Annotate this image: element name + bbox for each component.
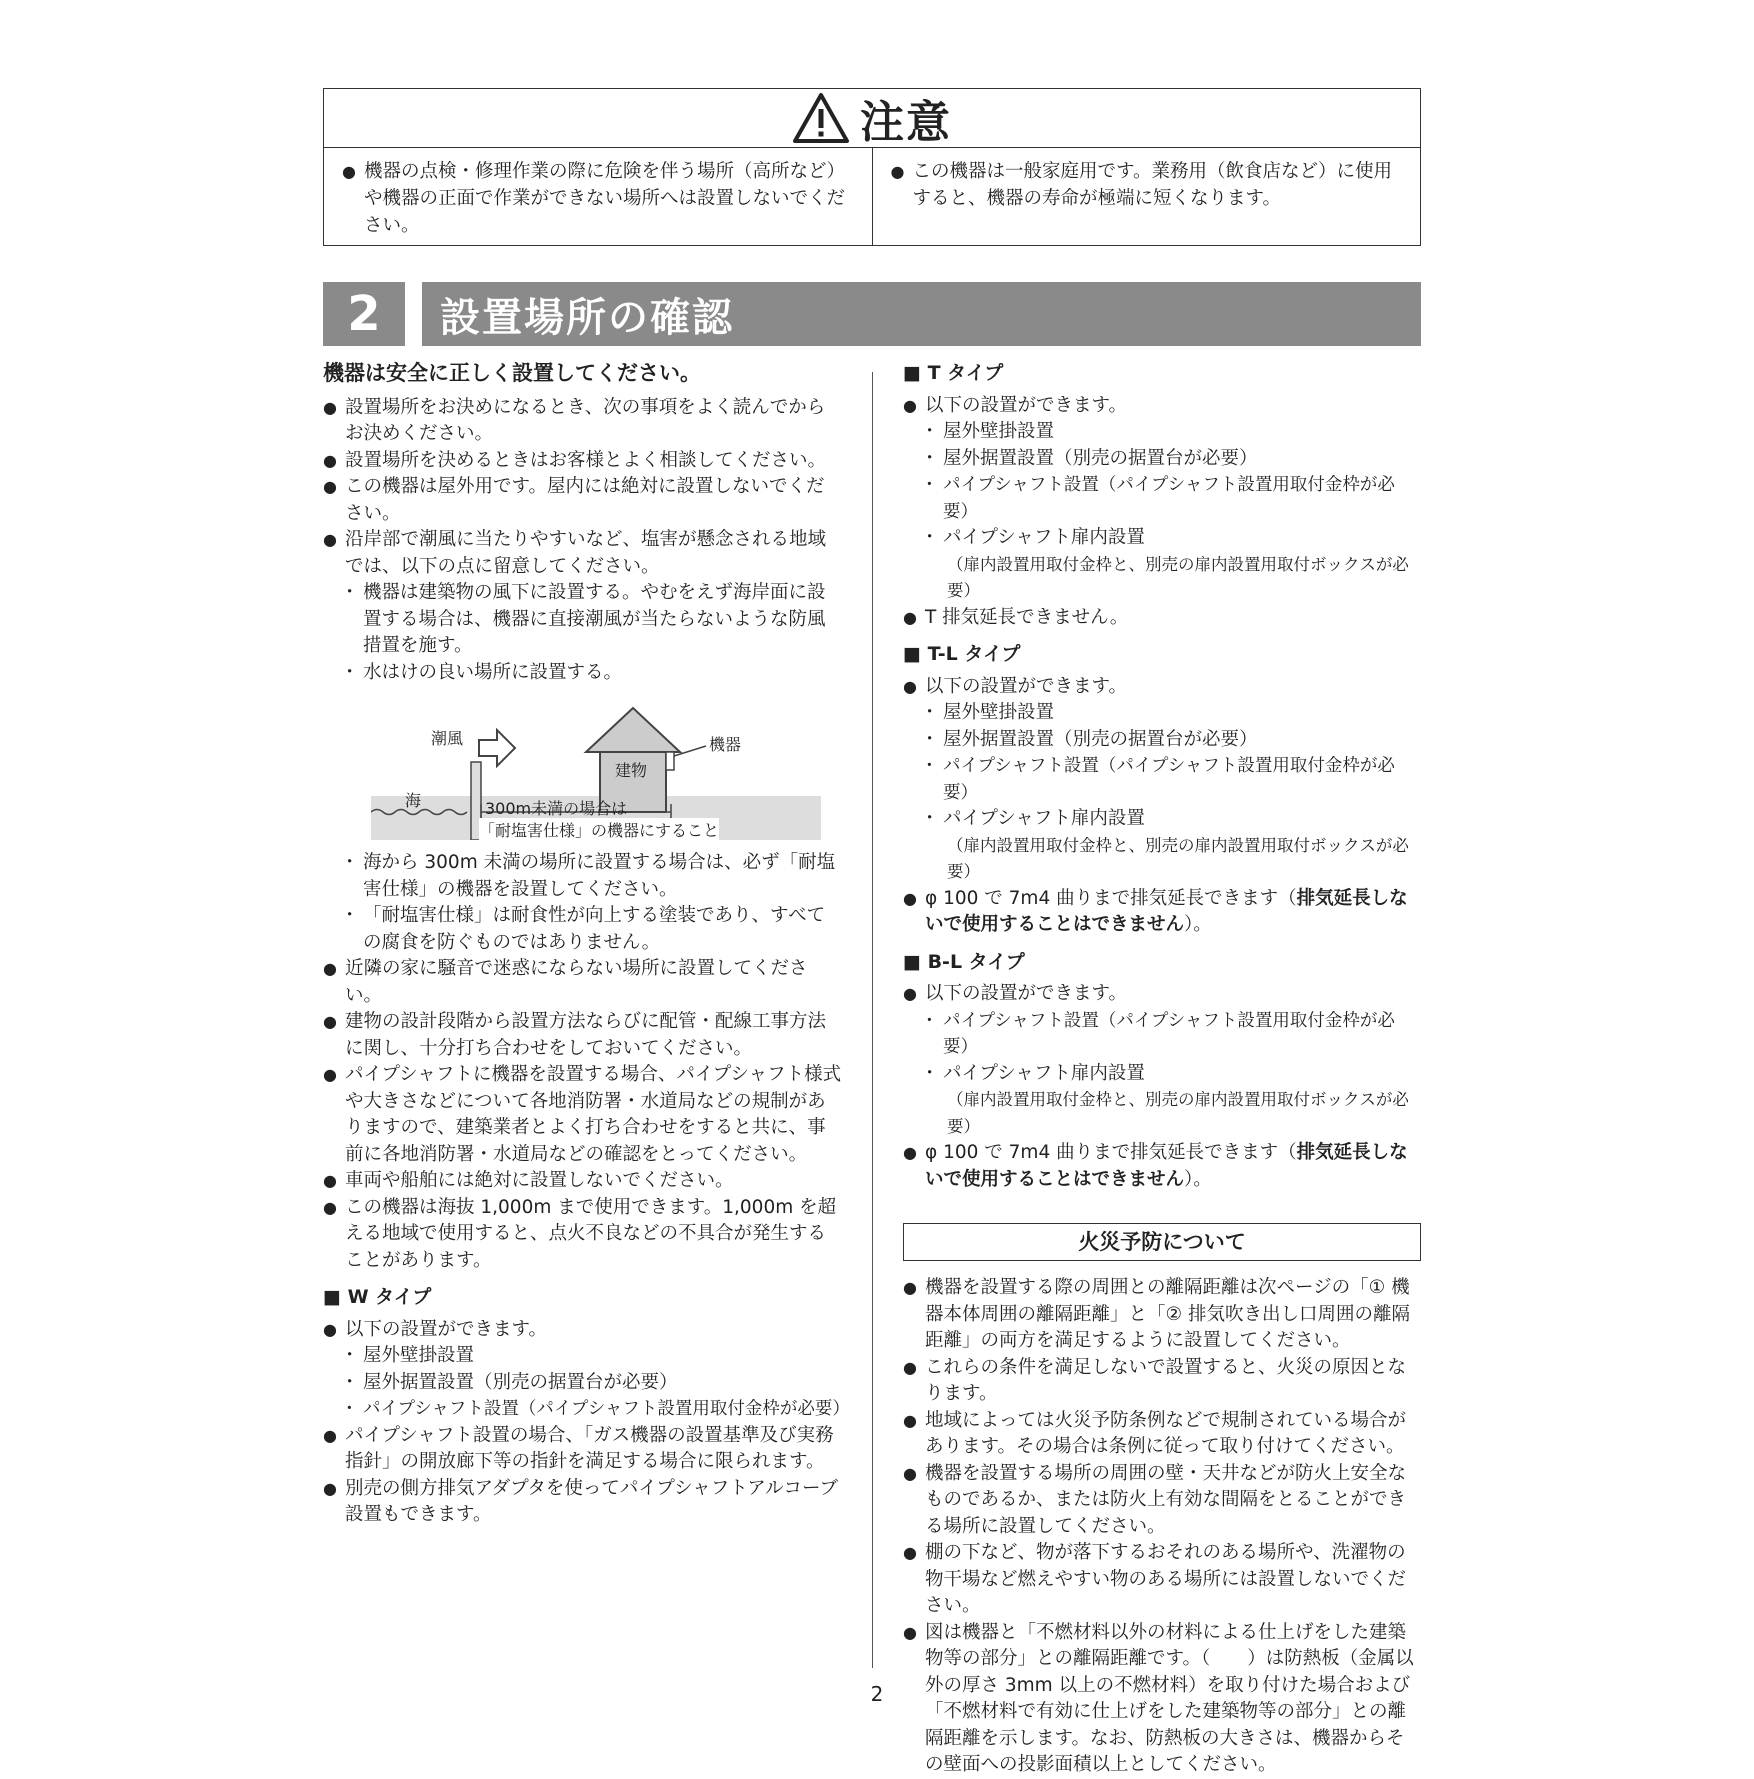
sub-item: ･ 屋外据置設置（別売の据置台が必要） [903, 727, 1421, 754]
section-title: 設置場所の確認 [422, 282, 1421, 346]
sub-item: ･ 機器は建築物の風下に設置する。やむをえず海岸面に設置する場合は、機器に直接潮風が当たらないような防風措置を施す。 [323, 580, 843, 660]
list-item: ● T 排気延長できません。 [903, 605, 1421, 632]
caution-box [323, 88, 1421, 246]
sub-item: ･ 「耐塩害仕様」は耐食性が向上する塗装であり、すべての腐食を防ぐものではありません。 [323, 903, 843, 956]
sub-item: ･ パイプシャフト扉内設置 [903, 806, 1421, 833]
exhaust-emphasis: 排気延長しないで使用することはできません [925, 1142, 1408, 1190]
exhaust-close: ）。 [1184, 1168, 1212, 1190]
right-column [903, 360, 1421, 1779]
caution-left-text: ● 機器の点検・修理作業の際に危険を伴う場所（高所など）や機器の正面で作業ができない場所へは設置しないでください。 [342, 158, 858, 239]
list-item: ● この機器は海抜 1,000m まで使用できます。1,000m を超える地域で使用すると、点火不良などの不具合が発生することがあります。 [323, 1195, 843, 1275]
page-number: 2 [870, 1682, 884, 1706]
list-item: ● 図は機器と「不燃材料以外の材料による仕上げをした建築物等の部分」との離隔距離です。（ ）は防熱板（金属以外の厚さ 3mm 以上の不燃材料）を取り付けた場合および「不燃材料で有効に仕上げをした建築物等の部分」との離隔距離を示します。なお、防熱板の大きさは、機器からその壁面への投影面積以上としてください。 [903, 1620, 1421, 1779]
sub-item: ･ 海から 300m 未満の場所に設置する場合は、必ず「耐塩害仕様」の機器を設置してください。 [323, 850, 843, 903]
w-type-heading: ■ W タイプ [323, 1284, 843, 1311]
salt-damage-diagram [371, 700, 821, 840]
sub-item: ･ 屋外壁掛設置 [903, 419, 1421, 446]
caution-header [324, 89, 1420, 148]
exhaust-emphasis: 排気延長しないで使用することはできません [925, 887, 1408, 935]
list-item: ● 棚の下など、物が落下するおそれのある場所や、洗濯物の物干場など燃えやすい物のある場所には設置しないでください。 [903, 1540, 1421, 1620]
label-sea: 海 [405, 791, 422, 810]
sub-item: ･ パイプシャフト扉内設置 [903, 1061, 1421, 1088]
list-item: ● 以下の設置ができます。 [903, 674, 1421, 701]
t-l-type-heading: ■ T-L タイプ [903, 641, 1421, 668]
sub-note: （扉内設置用取付金枠と、別売の扉内設置用取付ボックスが必要） [947, 1090, 1409, 1136]
label-device: 機器 [709, 735, 742, 754]
lead-text: 機器は安全に正しく設置してください。 [323, 361, 701, 385]
fire-prevention-heading: 火災予防について [903, 1223, 1421, 1261]
list-item: ● 以下の設置ができます。 [903, 393, 1421, 420]
sub-item: ･ パイプシャフト設置（パイプシャフト設置用取付金枠が必要） [903, 472, 1421, 525]
column-divider [872, 372, 873, 1668]
list-item: ● 機器を設置する際の周囲との離隔距離は次ページの「① 機器本体周囲の離隔距離」と「② 排気吹き出し口周囲の離隔距離」の両方を満足するように設置してください。 [903, 1275, 1421, 1355]
list-item: ● 近隣の家に騒音で迷惑にならない場所に設置してください。 [323, 956, 843, 1009]
label-wind: 潮風 [431, 729, 464, 748]
label-note-2: 「耐塩害仕様」の機器にすること [479, 818, 719, 845]
section-number: 2 [323, 282, 405, 346]
sub-item: ･ 屋外壁掛設置 [903, 700, 1421, 727]
list-item: ● パイプシャフトに機器を設置する場合、パイプシャフト様式や大きさなどについて各地消防署・水道局などの規制がありますので、建築業者とよく打ち合わせをすると共に、事前に各地消防署・水道局などの確認をとってください。 [323, 1062, 843, 1168]
exhaust-close: ）。 [1184, 914, 1212, 935]
sub-note: （扉内設置用取付金枠と、別売の扉内設置用取付ボックスが必要） [947, 554, 1409, 600]
list-item: ● 別売の側方排気アダプタを使ってパイプシャフトアルコーブ設置もできます。 [323, 1476, 843, 1529]
list-item: ● 地域によっては火災予防条例などで規制されている場合があります。その場合は条例に従って取り付けてください。 [903, 1408, 1421, 1461]
exhaust-text: φ 100 で 7m4 曲りまで排気延長できます（ [925, 887, 1297, 909]
sub-item: ･ パイプシャフト設置（パイプシャフト設置用取付金枠が必要） [903, 753, 1421, 806]
left-column [323, 360, 850, 1529]
list-item [903, 886, 1421, 939]
caution-right [872, 148, 1421, 245]
list-item: ● 設置場所をお決めになるとき、次の事項をよく読んでからお決めください。 [323, 395, 843, 448]
label-building: 建物 [615, 761, 648, 780]
warning-icon [792, 92, 850, 144]
label-note-1: 300m未満の場合は [485, 799, 628, 818]
sub-item: ･ 屋外据置設置（別売の据置台が必要） [903, 446, 1421, 473]
sub-item: ･ パイプシャフト設置（パイプシャフト設置用取付金枠が必要） [323, 1396, 843, 1423]
list-item: ● この機器は屋外用です。屋内には絶対に設置しないでください。 [323, 474, 843, 527]
sub-item: ･ 屋外据置設置（別売の据置台が必要） [323, 1370, 843, 1397]
list-item [903, 1140, 1421, 1193]
list-item: ● 以下の設置ができます。 [903, 981, 1421, 1008]
list-item: ● パイプシャフト設置の場合、「ガス機器の設置基準及び実務指針」の開放廊下等の指針を満足する場合に限られます。 [323, 1423, 843, 1476]
caution-left [324, 148, 872, 245]
list-item: ● 建物の設計段階から設置方法ならびに配管・配線工事方法に関し、十分打ち合わせをしておいてください。 [323, 1009, 843, 1062]
list-item: ● 沿岸部で潮風に当たりやすいなど、塩害が懸念される地域では、以下の点に留意してください。 [323, 527, 843, 580]
exhaust-text: φ 100 で 7m4 曲りまで排気延長できます（ [925, 1142, 1297, 1163]
sub-item: ･ 水はけの良い場所に設置する。 [323, 660, 843, 687]
list-item: ● 車両や船舶には絶対に設置しないでください。 [323, 1168, 843, 1195]
t-type-heading: ■ T タイプ [903, 360, 1421, 387]
list-item: ● 設置場所を決めるときはお客様とよく相談してください。 [323, 448, 843, 475]
list-item: ● 機器を設置する場所の周囲の壁・天井などが防火上安全なものであるか、または防火上有効な間隔をとることができる場所に設置してください。 [903, 1461, 1421, 1541]
caution-title: 注意 [860, 97, 952, 148]
sub-item: ･ パイプシャフト設置（パイプシャフト設置用取付金枠が必要） [903, 1008, 1421, 1061]
sub-item: ･ パイプシャフト扉内設置 [903, 525, 1421, 552]
caution-body [324, 148, 1420, 245]
sub-note: （扉内設置用取付金枠と、別売の扉内設置用取付ボックスが必要） [947, 835, 1409, 881]
b-l-type-heading: ■ B-L タイプ [903, 949, 1421, 976]
list-item: ● これらの条件を満足しないで設置すると、火災の原因となります。 [903, 1355, 1421, 1408]
list-item: ● 以下の設置ができます。 [323, 1317, 843, 1344]
caution-right-text: ● この機器は一般家庭用です。業務用（飲食店など）に使用すると、機器の寿命が極端に短くなります。 [891, 158, 1407, 212]
sub-item: ･ 屋外壁掛設置 [323, 1343, 843, 1370]
